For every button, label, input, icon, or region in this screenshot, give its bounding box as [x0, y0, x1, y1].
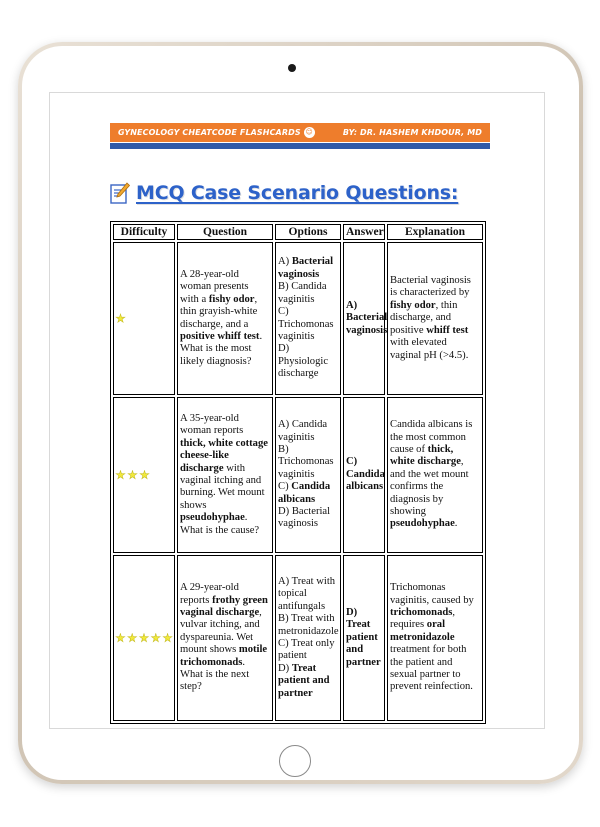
cell-text-run: treatment for both the patient and sexual partner to prevent reinfection. — [390, 644, 473, 693]
star-icon — [115, 633, 126, 644]
front-camera-icon — [288, 64, 296, 72]
cell-text-run: thick, white cottage cheese-like discharge — [180, 437, 268, 474]
difficulty-stars — [115, 470, 173, 481]
option-item — [278, 506, 338, 531]
option-item — [278, 663, 338, 700]
cell-text-run: whiff test — [426, 324, 469, 336]
cell-text-run: . What is the cause? — [180, 512, 260, 536]
question-cell — [177, 242, 273, 395]
star-icon — [115, 313, 126, 324]
explanation-cell — [387, 242, 483, 395]
smiley-logo-icon: ☺ — [305, 128, 313, 136]
table-row — [113, 555, 483, 721]
cell-text-run: Bacterial vaginosis is characterized by — [390, 275, 471, 299]
cell-text-run: with vaginal itching and burning. Wet mount shows — [180, 462, 265, 511]
option-text-run: B) Trichomonas vaginitis — [278, 443, 334, 480]
difficulty-stars — [115, 633, 173, 644]
star-icon — [127, 470, 138, 481]
banner-left — [118, 127, 315, 138]
star-icon — [115, 470, 126, 481]
header-options: Options — [275, 224, 341, 240]
cell-text-run: A 35-year-old woman reports — [180, 412, 244, 437]
cell-text-run: trichomonads — [390, 606, 453, 618]
banner-rule — [110, 143, 490, 149]
cell-text-run: , vulvar itching, and dyspareunia. Wet mount shows — [180, 606, 262, 656]
home-button[interactable] — [279, 745, 311, 777]
memo-icon — [110, 182, 130, 204]
answer-cell — [343, 555, 385, 721]
option-item — [278, 256, 338, 281]
option-text-run: D) Physiologic discharge — [278, 343, 329, 380]
cell-text-run: Candida albicans is the most common cause of — [390, 419, 473, 455]
option-text-run: Bacterial vaginosis — [278, 256, 334, 280]
explanation-cell — [387, 397, 483, 553]
cell-text-run: fishy odor — [208, 293, 255, 305]
option-text-run: C) — [278, 481, 292, 493]
option-text-run: Treat patient and partner — [278, 662, 330, 699]
cell-text-run: A 29-year-old reports — [180, 582, 239, 606]
header-answer: Answer — [343, 224, 385, 240]
option-item — [278, 419, 338, 444]
option-text-run: Candida albicans — [278, 481, 331, 505]
option-item — [278, 638, 338, 663]
cell-text-run: , requires — [390, 606, 456, 631]
table-row — [113, 397, 483, 553]
option-item — [278, 444, 338, 481]
cell-text-run: with elevated vaginal pH (>4.5). — [390, 337, 469, 361]
options-cell — [275, 397, 341, 553]
cell-text-run: Trichomonas vaginitis, caused by — [390, 582, 474, 606]
header-difficulty: Difficulty — [113, 224, 175, 240]
option-item — [278, 481, 338, 506]
option-text-run: C) Treat only patient — [278, 638, 335, 662]
option-item — [278, 613, 338, 638]
option-text-run: C) Trichomonas vaginitis — [278, 306, 334, 342]
option-text-run: A) — [278, 256, 292, 268]
cell-text-run: positive whiff test — [180, 330, 260, 342]
option-text-run: D) — [278, 662, 292, 674]
cell-text-run: . What is the most likely diagnosis? — [180, 330, 263, 367]
header-question: Question — [177, 224, 273, 240]
table-header-row — [113, 224, 483, 240]
star-icon — [162, 633, 173, 644]
difficulty-stars — [115, 313, 173, 324]
option-text-run: A) Treat with topical antifungals — [278, 575, 336, 612]
cell-text-run: frothy green vaginal discharge — [180, 594, 268, 618]
cell-text-run: , and the wet mount confirms the diagnosis by showing — [390, 456, 469, 518]
option-text-run: D) Bacterial vaginosis — [278, 506, 331, 530]
option-item — [278, 576, 338, 613]
tablet-screen — [49, 92, 545, 729]
cell-text-run: thick, white discharge — [390, 443, 461, 468]
page-title: MCQ Case Scenario Questions: — [136, 182, 459, 204]
star-icon — [139, 470, 150, 481]
section-heading — [110, 179, 458, 207]
answer-text: C) Candida albicans — [346, 456, 385, 493]
cell-text-run: . — [454, 518, 458, 530]
star-icon — [127, 633, 138, 644]
cell-text-run: motile trichomonads — [180, 644, 268, 668]
options-cell — [275, 555, 341, 721]
star-icon — [150, 633, 161, 644]
option-item — [278, 306, 338, 343]
cell-text-run: , thin discharge, and positive — [390, 299, 458, 336]
header-banner — [110, 123, 490, 142]
explanation-cell — [387, 555, 483, 721]
star-icon — [139, 633, 150, 644]
cell-text-run: pseudohyphae — [180, 512, 245, 524]
banner-title: GYNECOLOGY CHEATCODE FLASHCARDS — [118, 128, 301, 137]
difficulty-cell — [113, 397, 175, 553]
option-text-run: B) Candida vaginitis — [278, 281, 327, 305]
answer-cell — [343, 242, 388, 395]
options-cell — [275, 242, 341, 395]
cell-text-run: , thin grayish-white discharge, and a — [180, 293, 258, 330]
answer-cell — [343, 397, 385, 553]
banner-author: BY: DR. HASHEM KHDOUR, MD — [342, 128, 482, 137]
difficulty-cell — [113, 242, 175, 395]
answer-text: A) Bacterial vaginosis — [346, 299, 388, 336]
cell-text-run: fishy odor — [390, 299, 436, 311]
answer-text: D) Treat patient and partner — [346, 606, 381, 668]
cell-text-run: oral metronidazole — [390, 619, 455, 643]
option-text-run: B) Treat with metronidazole — [278, 613, 339, 637]
cell-text-run: A 28-year-old woman presents with a — [180, 268, 249, 305]
mcq-table — [110, 221, 486, 724]
question-cell — [177, 397, 273, 553]
cell-text-run: pseudohyphae — [390, 518, 455, 530]
cell-text-run: . What is the next step? — [180, 656, 250, 693]
table-row — [113, 242, 483, 395]
header-explanation: Explanation — [387, 224, 483, 240]
question-cell — [177, 555, 273, 721]
difficulty-cell — [113, 555, 175, 721]
option-item — [278, 281, 338, 306]
option-item — [278, 343, 338, 380]
option-text-run: A) Candida vaginitis — [278, 419, 328, 443]
